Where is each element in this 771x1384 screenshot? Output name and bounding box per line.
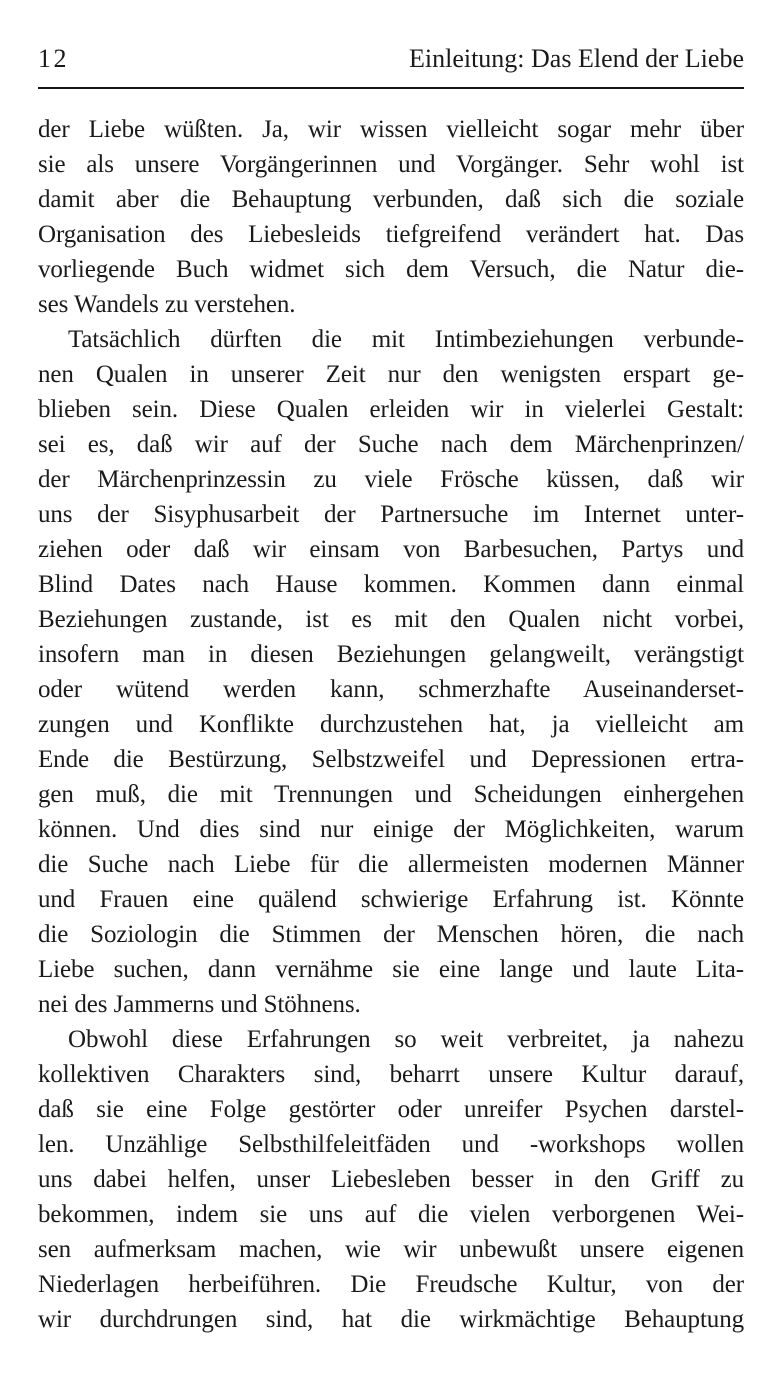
- text-line: gen muß, die mit Trennungen und Scheidungen einhergehen: [38, 781, 744, 808]
- text-line: ziehen oder daß wir einsam von Barbesuchen, Partys und: [38, 536, 744, 563]
- text-line: damit aber die Behauptung verbunden, daß sich die soziale: [38, 186, 744, 213]
- body-text: [38, 112, 744, 1337]
- text-line: können. Und dies sind nur einige der Möglichkeiten, warum: [38, 816, 744, 843]
- text-line: sie als unsere Vorgängerinnen und Vorgänger. Sehr wohl ist: [38, 151, 744, 178]
- page-header: [38, 44, 744, 74]
- text-line: kollektiven Charakters sind, beharrt unsere Kultur darauf,: [38, 1061, 744, 1088]
- text-line: ses Wandels zu verstehen.: [38, 291, 296, 318]
- text-line: Obwohl diese Erfahrungen so weit verbreitet, ja nahezu: [68, 1026, 744, 1053]
- text-line: daß sie eine Folge gestörter oder unreifer Psychen darstel-: [38, 1096, 744, 1123]
- text-line: die Soziologin die Stimmen der Menschen hören, die nach: [38, 921, 744, 948]
- text-line: Niederlagen herbeiführen. Die Freudsche Kultur, von der: [38, 1271, 744, 1298]
- text-line: die Suche nach Liebe für die allermeisten modernen Männer: [38, 851, 744, 878]
- text-line: Organisation des Liebesleids tiefgreifend verändert hat. Das: [38, 221, 744, 248]
- text-line: uns dabei helfen, unser Liebesleben besser in den Griff zu: [38, 1166, 744, 1193]
- text-line: oder wütend werden kann, schmerzhafte Auseinanderset-: [38, 676, 744, 703]
- text-line: uns der Sisyphusarbeit der Partnersuche im Internet unter-: [38, 501, 744, 528]
- text-line: nei des Jammerns und Stöhnens.: [38, 991, 361, 1018]
- text-line: blieben sein. Diese Qualen erleiden wir in vielerlei Gestalt:: [38, 396, 744, 423]
- text-line: vorliegende Buch widmet sich dem Versuch, die Natur die-: [38, 256, 744, 283]
- text-line: Tatsächlich dürften die mit Intimbeziehungen verbunde-: [68, 326, 744, 353]
- text-line: der Liebe wüßten. Ja, wir wissen vielleicht sogar mehr über: [38, 116, 744, 143]
- text-line: sen aufmerksam machen, wie wir unbewußt unsere eigenen: [38, 1236, 744, 1263]
- paragraph: [38, 1022, 744, 1337]
- text-line: Blind Dates nach Hause kommen. Kommen dann einmal: [38, 571, 744, 598]
- running-title: Einleitung: Das Elend der Liebe: [408, 44, 744, 73]
- paragraph: [38, 322, 744, 1022]
- text-line: zungen und Konflikte durchzustehen hat, ja vielleicht am: [38, 711, 744, 738]
- text-line: insofern man in diesen Beziehungen gelangweilt, verängstigt: [38, 641, 744, 668]
- text-line: len. Unzählige Selbsthilfeleitfäden und -workshops wollen: [38, 1131, 744, 1158]
- text-line: und Frauen eine quälend schwierige Erfahrung ist. Könnte: [38, 886, 744, 913]
- text-line: wir durchdrungen sind, hat die wirkmächtige Behauptung: [38, 1306, 744, 1333]
- text-line: Liebe suchen, dann vernähme sie eine lange und laute Lita-: [38, 956, 744, 983]
- text-line: Beziehungen zustande, ist es mit den Qualen nicht vorbei,: [38, 606, 744, 633]
- text-line: Ende die Bestürzung, Selbstzweifel und Depressionen ertra-: [38, 746, 744, 773]
- header-rule: [38, 87, 744, 89]
- paragraph: [38, 112, 744, 322]
- page-number: 12: [38, 44, 69, 73]
- text-line: bekommen, indem sie uns auf die vielen verborgenen Wei-: [38, 1201, 744, 1228]
- text-line: nen Qualen in unserer Zeit nur den wenigsten erspart ge-: [38, 361, 744, 388]
- text-line: der Märchenprinzessin zu viele Frösche küssen, daß wir: [38, 466, 744, 493]
- text-line: sei es, daß wir auf der Suche nach dem Märchenprinzen/: [38, 431, 744, 458]
